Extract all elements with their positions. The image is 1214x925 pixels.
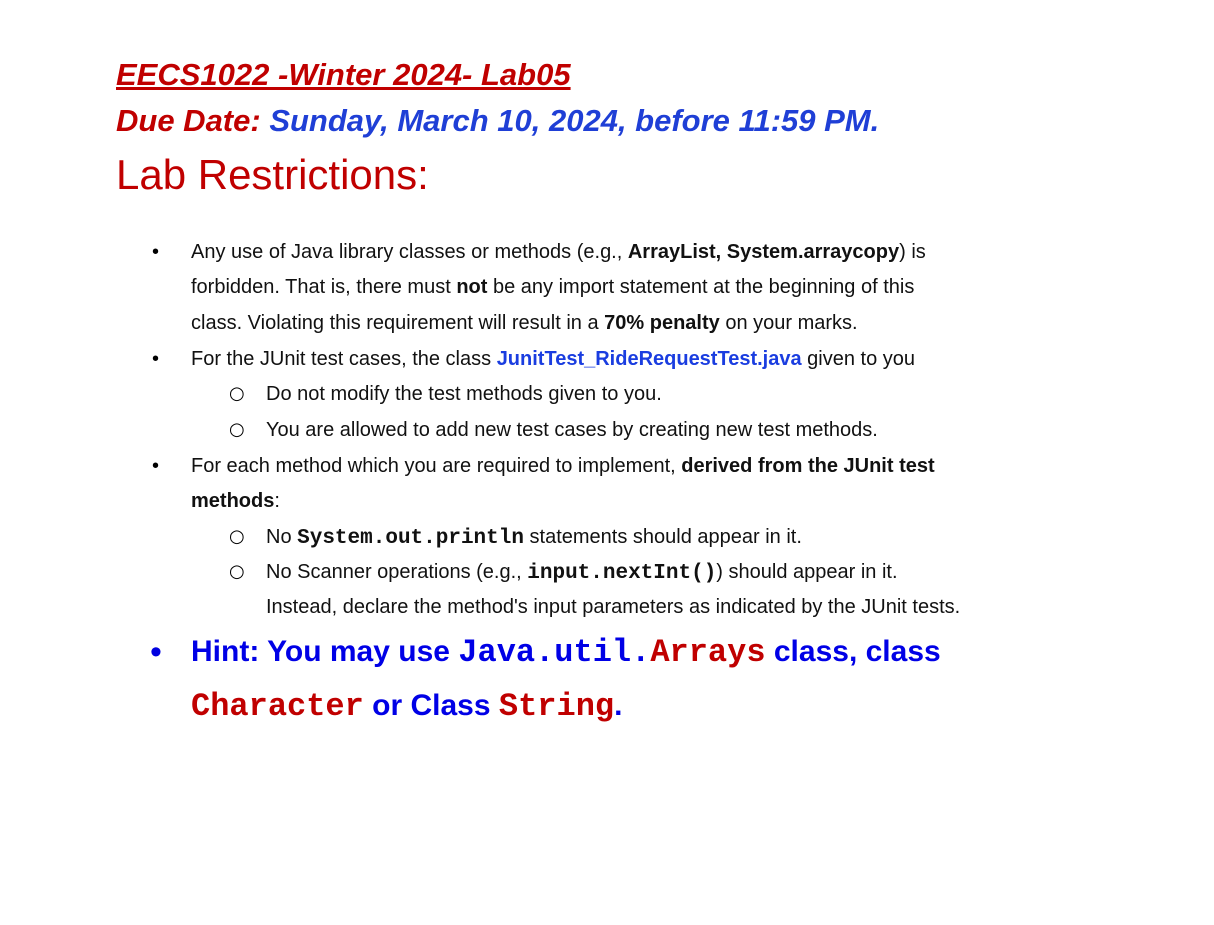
restriction-1-line-2 (191, 273, 914, 301)
text: For the JUnit test cases, the class (191, 348, 497, 370)
hint-text: . (614, 689, 623, 722)
hint-text: Hint: You may use (191, 635, 459, 668)
text: ) should appear in it. (716, 561, 898, 583)
code-arrays: Arrays (650, 634, 766, 671)
circle-bullet-icon: ○ (229, 561, 245, 582)
penalty-text: 70% penalty (604, 312, 720, 334)
emphasis-not: not (456, 276, 488, 298)
text: Any use of Java library classes or methods (e.g., (191, 241, 628, 263)
lab-restrictions-heading: Lab Restrictions: (116, 151, 429, 198)
hint-line-2 (191, 684, 622, 729)
text: statements should appear in it. (523, 526, 802, 548)
code-nextint: input.nextInt() (527, 562, 717, 585)
restriction-3-sub-2-line-2: Instead, declare the method's input parameters as indicated by the JUnit tests. (266, 596, 961, 618)
code-string: String (498, 688, 615, 725)
due-date-label: Due Date: (116, 103, 270, 138)
bullet-icon: • (152, 348, 160, 370)
text: : (274, 490, 280, 512)
text: No Scanner operations (e.g., (266, 561, 528, 583)
restriction-3-sub-2 (266, 558, 898, 588)
text: be any import statement at the beginning of this (487, 276, 915, 298)
bullet-icon: • (152, 455, 160, 477)
library-examples: ArrayList, System.arraycopy (627, 241, 900, 263)
text: ) is (899, 241, 926, 263)
hint-line-1 (191, 630, 941, 675)
restriction-3-sub-1 (266, 523, 802, 553)
restriction-2-line-1 (191, 345, 915, 373)
circle-bullet-icon: ○ (229, 419, 245, 440)
code-println: System.out.println (297, 527, 524, 550)
circle-bullet-icon: ○ (229, 383, 245, 404)
restriction-2-sub-1: Do not modify the test methods given to you. (266, 383, 662, 405)
restriction-2-sub-2: You are allowed to add new test cases by creating new test methods. (266, 419, 878, 441)
due-date-value: Sunday, March 10, 2024, before 11:59 PM. (269, 103, 880, 138)
text: forbidden. That is, there must (191, 276, 457, 298)
emphasis-text: methods (191, 490, 275, 512)
bullet-icon: • (150, 633, 162, 671)
hint-text: or Class (363, 689, 499, 722)
text: on your marks. (719, 312, 858, 334)
restriction-1-line-1 (191, 238, 926, 266)
circle-bullet-icon: ○ (229, 526, 245, 547)
restriction-3-line-2 (191, 487, 280, 515)
text: given to you (801, 348, 916, 370)
emphasis-text: derived from the JUnit test (681, 455, 935, 477)
text: No (266, 526, 298, 548)
hint-text: class, class (765, 635, 941, 668)
bullet-icon: • (152, 241, 160, 263)
course-title: EECS1022 -Winter 2024- Lab05 (116, 57, 571, 92)
text: class. Violating this requirement will result in a (191, 312, 605, 334)
text: For each method which you are required to implement, (191, 455, 682, 477)
test-class-name: JunitTest_RideRequestTest.java (496, 348, 802, 370)
code-character: Character (191, 688, 364, 725)
code-java-util: Java.util. (458, 634, 651, 671)
restriction-3-line-1 (191, 452, 935, 480)
restriction-1-line-3 (191, 309, 858, 337)
